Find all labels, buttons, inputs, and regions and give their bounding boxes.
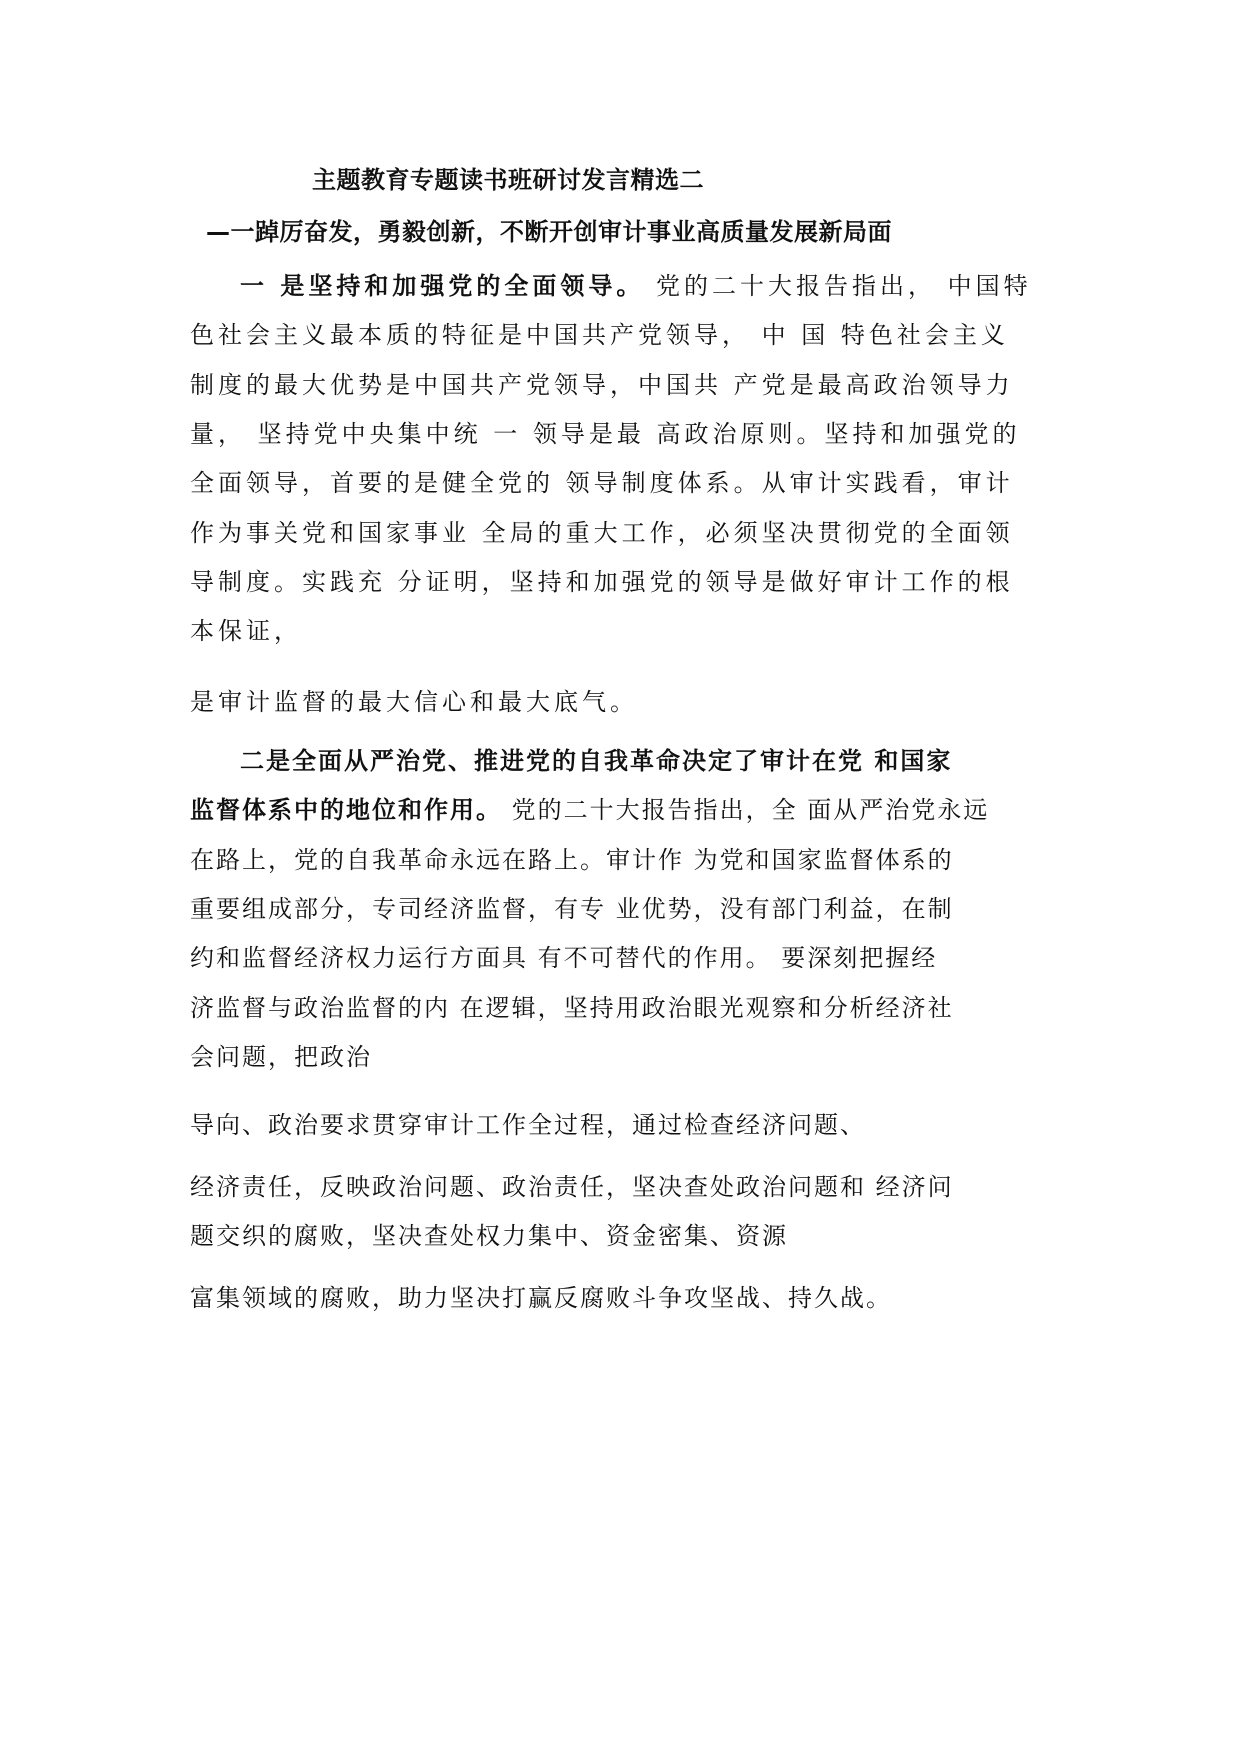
- section2-line: 题交织的腐败，坚决查处权力集中、资金密集、资源: [190, 1222, 788, 1250]
- section1-line: 全面领导，首要的是健全党的 领导制度体系。从审计实践看，审计: [190, 469, 1014, 497]
- section1-line: 量， 坚持党中央集中统 一 领导是最 高政治原则。坚持和加强党的: [190, 420, 1021, 448]
- section1-line: 导制度。实践充 分证明，坚持和加强党的领导是做好审计工作的根: [190, 568, 1014, 596]
- section1-line: 本保证，: [190, 617, 302, 645]
- section2-line: 约和监督经济权力运行方面具 有不可替代的作用。 要深刻把握经: [190, 944, 938, 972]
- section2-heading: 监督体系中的地位和作用。: [190, 796, 502, 824]
- section1-line: 色社会主义最本质的特征是中国共产党领导， 中 国 特色社会主义: [190, 321, 1009, 349]
- section1-heading: 一 是坚持和加强党的全面领导。: [240, 272, 645, 300]
- section1-line: 党的二十大报告指出， 中国特: [644, 272, 1032, 300]
- section2-line: 会问题，把政治: [190, 1043, 372, 1071]
- section2-line: 党的二十大报告指出，全 面从严治党永远: [502, 796, 990, 824]
- section2-line: 在路上，党的自我革命永远在路上。审计作 为党和国家监督体系的: [190, 846, 954, 874]
- document-subtitle: —一踔厉奋发，勇毅创新，不断开创审计事业高质量发展新局面: [206, 218, 892, 246]
- section2-line: 导向、政治要求贯穿审计工作全过程，通过检查经济问题、: [190, 1111, 866, 1139]
- section2-line: 济监督与政治监督的内 在逻辑，坚持用政治眼光观察和分析经济社: [190, 994, 954, 1022]
- section1-first-line: [240, 271, 1032, 301]
- section2-heading: 二是全面从严治党、推进党的自我革命决定了审计在党 和国家: [240, 747, 953, 775]
- section2-line: 经济责任，反映政治问题、政治责任，坚决查处政治问题和 经济问: [190, 1173, 954, 1201]
- section1-line: 制度的最大优势是中国共产党领导，中国共 产党是最高政治领导力: [190, 371, 1014, 399]
- section1-line: 作为事关党和国家事业 全局的重大工作，必须坚决贯彻党的全面领: [190, 519, 1014, 547]
- section2-second-line: [190, 795, 989, 825]
- section2-line: 富集领域的腐败，助力坚决打赢反腐败斗争攻坚战、持久战。: [190, 1284, 892, 1312]
- section2-line: 重要组成部分，专司经济监督，有专 业优势，没有部门利益，在制: [190, 895, 954, 923]
- document-title: 主题教育专题读书班研讨发言精选二: [312, 166, 704, 194]
- section1-line: 是审计监督的最大信心和最大底气。: [190, 688, 638, 716]
